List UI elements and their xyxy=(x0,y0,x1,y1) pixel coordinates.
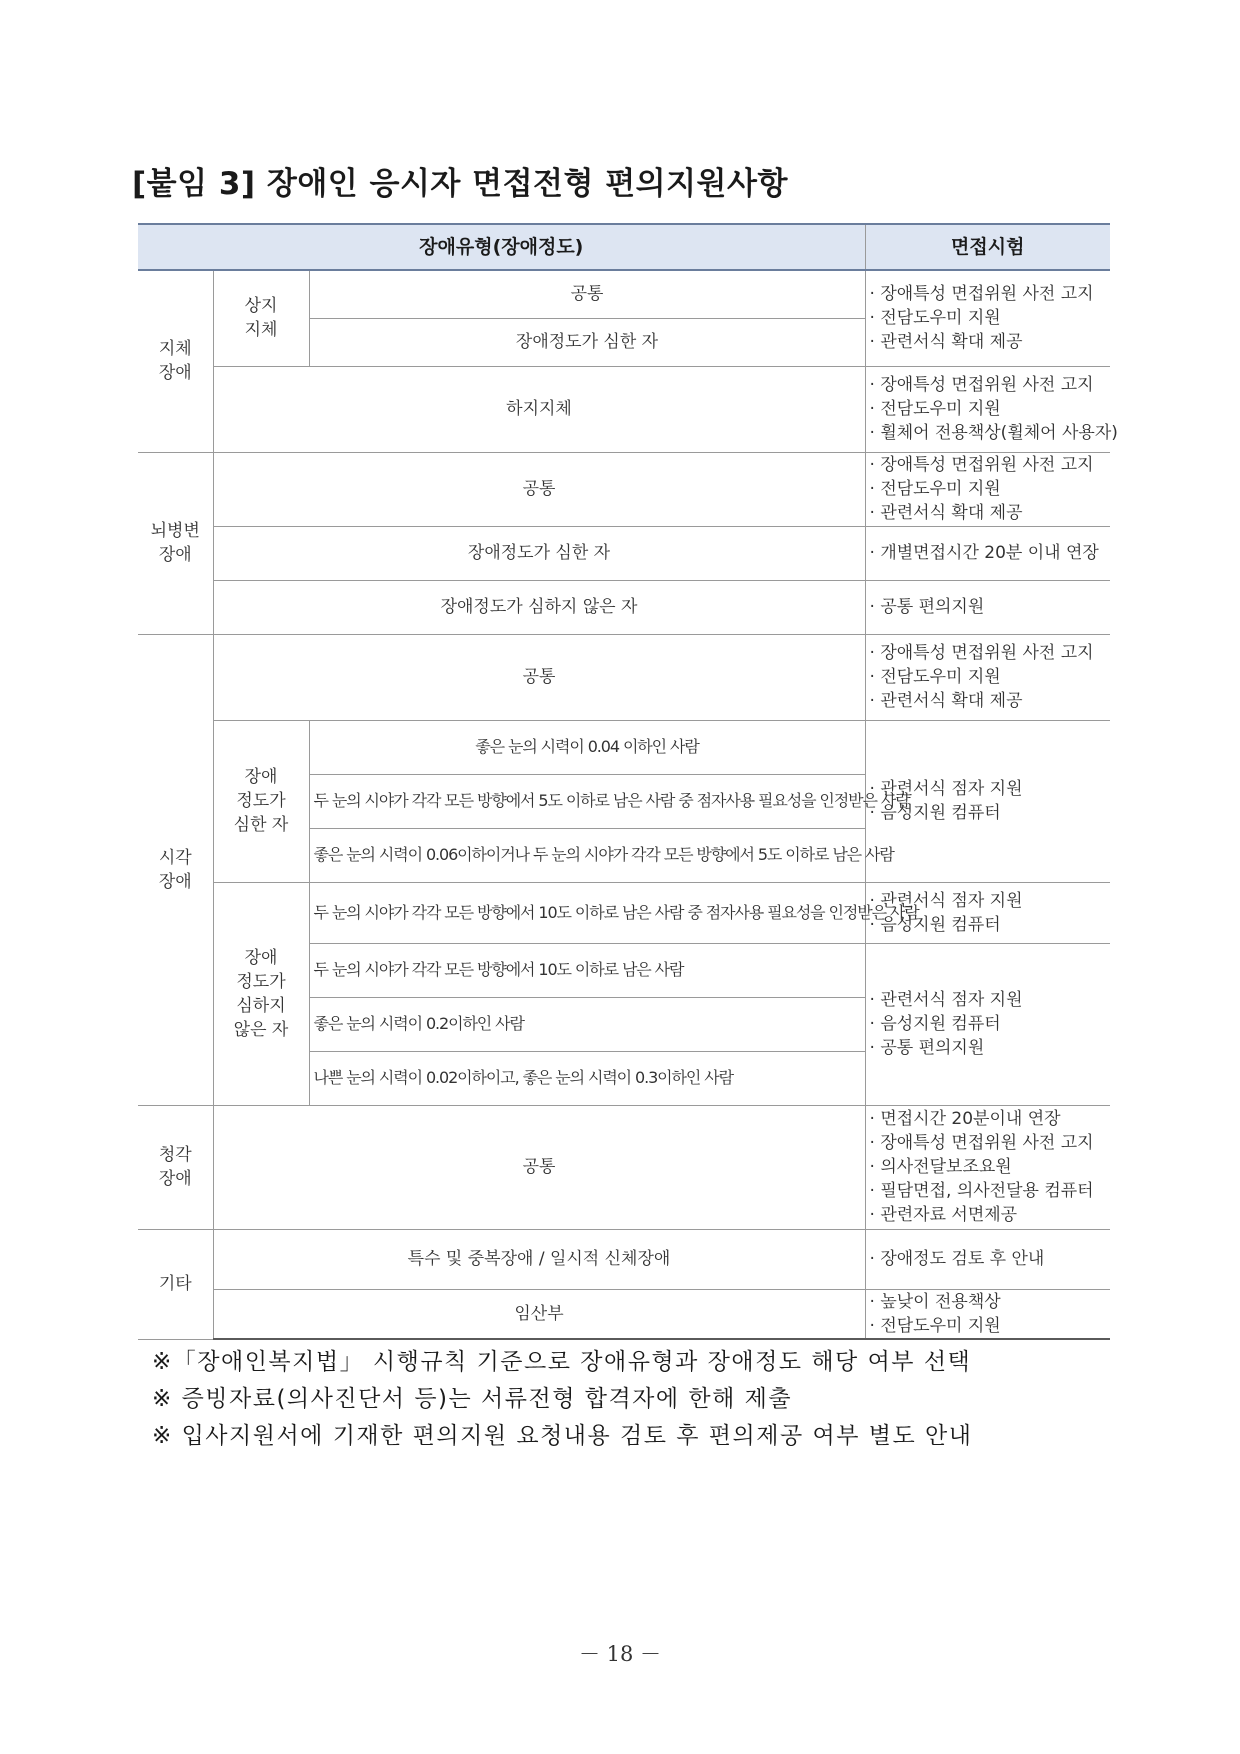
row-label-severe: 장애정도가 심한 자 xyxy=(213,526,865,580)
header-disability-type: 장애유형(장애정도) xyxy=(138,224,865,270)
category-brain: 뇌병변 장애 xyxy=(138,452,213,634)
row-label-common: 공통 xyxy=(309,270,865,318)
support-list: · 개별면접시간 20분 이내 연장 xyxy=(865,526,1110,580)
notes-list xyxy=(152,1344,972,1455)
row-label-pregnant: 임산부 xyxy=(213,1289,865,1339)
criteria-cell: 두 눈의 시야가 각각 모든 방향에서 10도 이하로 남은 사람 중 점자사용 필요성을 인정받은 사람 xyxy=(309,882,865,943)
criteria-cell: 두 눈의 시야가 각각 모든 방향에서 5도 이하로 남은 사람 중 점자사용 필요성을 인정받은 사람 xyxy=(309,774,865,828)
support-list: · 관련서식 점자 지원 · 음성지원 컴퓨터 xyxy=(865,882,1110,943)
support-list: · 높낮이 전용책상 · 전담도우미 지원 xyxy=(865,1289,1110,1339)
row-label-special: 특수 및 중복장애 / 일시적 신체장애 xyxy=(213,1229,865,1289)
table-row xyxy=(138,526,1110,580)
table-row xyxy=(138,366,1110,452)
subcategory-upper-limb: 상지 지체 xyxy=(213,270,309,366)
table-row xyxy=(138,1229,1110,1289)
support-list: · 관련서식 점자 지원 · 음성지원 컴퓨터 · 공통 편의지원 xyxy=(865,943,1110,1105)
support-list: · 면접시간 20분이내 연장 · 장애특성 면접위원 사전 고지 · 의사전달보조요원 · 필담면접, 의사전달용 컴퓨터 · 관련자료 서면제공 xyxy=(865,1105,1110,1229)
criteria-cell: 좋은 눈의 시력이 0.04 이하인 사람 xyxy=(309,720,865,774)
row-label-lower-limb: 하지지체 xyxy=(213,366,865,452)
table-header-row xyxy=(138,224,1110,270)
category-other: 기타 xyxy=(138,1229,213,1339)
support-list: · 장애특성 면접위원 사전 고지 · 전담도우미 지원 · 관련서식 확대 제공 xyxy=(865,270,1110,366)
support-list: · 장애특성 면접위원 사전 고지 · 전담도우미 지원 · 휠체어 전용책상(휠체어 사용자) xyxy=(865,366,1110,452)
subcategory-severe: 장애 정도가 심한 자 xyxy=(213,720,309,882)
table-row xyxy=(138,580,1110,634)
note-item: ※ 증빙자료(의사진단서 등)는 서류전형 합격자에 한해 제출 xyxy=(152,1386,793,1412)
row-label-common: 공통 xyxy=(213,1105,865,1229)
table-row xyxy=(138,1105,1110,1229)
category-visual: 시각 장애 xyxy=(138,634,213,1105)
page-title: [붙임 3] 장애인 응시자 면접전형 편의지원사항 xyxy=(132,166,788,202)
category-physical: 지체 장애 xyxy=(138,270,213,452)
page-number: － 18 － xyxy=(578,1642,662,1666)
criteria-cell: 두 눈의 시야가 각각 모든 방향에서 10도 이하로 남은 사람 xyxy=(309,943,865,997)
table-row xyxy=(138,452,1110,526)
table-row xyxy=(138,720,1110,774)
category-hearing: 청각 장애 xyxy=(138,1105,213,1229)
support-list: · 장애특성 면접위원 사전 고지 · 전담도우미 지원 · 관련서식 확대 제공 xyxy=(865,452,1110,526)
criteria-cell: 나쁜 눈의 시력이 0.02이하이고, 좋은 눈의 시력이 0.3이하인 사람 xyxy=(309,1051,865,1105)
header-interview: 면접시험 xyxy=(865,224,1110,270)
table-row xyxy=(138,270,1110,318)
table-row xyxy=(138,634,1110,720)
subcategory-mild: 장애 정도가 심하지 않은 자 xyxy=(213,882,309,1105)
table-row xyxy=(138,1289,1110,1339)
row-label-severe: 장애정도가 심한 자 xyxy=(309,318,865,366)
note-item: ※「장애인복지법」 시행규칙 기준으로 장애유형과 장애정도 해당 여부 선택 xyxy=(152,1349,972,1375)
row-label-common: 공통 xyxy=(213,452,865,526)
note-item: ※ 입사지원서에 기재한 편의지원 요청내용 검토 후 편의제공 여부 별도 안내 xyxy=(152,1423,973,1449)
support-list: · 장애정도 검토 후 안내 xyxy=(865,1229,1110,1289)
criteria-cell: 좋은 눈의 시력이 0.06이하이거나 두 눈의 시야가 각각 모든 방향에서 5도 이하로 남은 사람 xyxy=(309,828,865,882)
support-list: · 관련서식 점자 지원 · 음성지원 컴퓨터 xyxy=(865,720,1110,882)
support-list: · 장애특성 면접위원 사전 고지 · 전담도우미 지원 · 관련서식 확대 제공 xyxy=(865,634,1110,720)
criteria-cell: 좋은 눈의 시력이 0.2이하인 사람 xyxy=(309,997,865,1051)
accommodation-table xyxy=(138,223,1118,1340)
table-row xyxy=(138,882,1110,943)
support-list: · 공통 편의지원 xyxy=(865,580,1110,634)
row-label-mild: 장애정도가 심하지 않은 자 xyxy=(213,580,865,634)
row-label-common: 공통 xyxy=(213,634,865,720)
